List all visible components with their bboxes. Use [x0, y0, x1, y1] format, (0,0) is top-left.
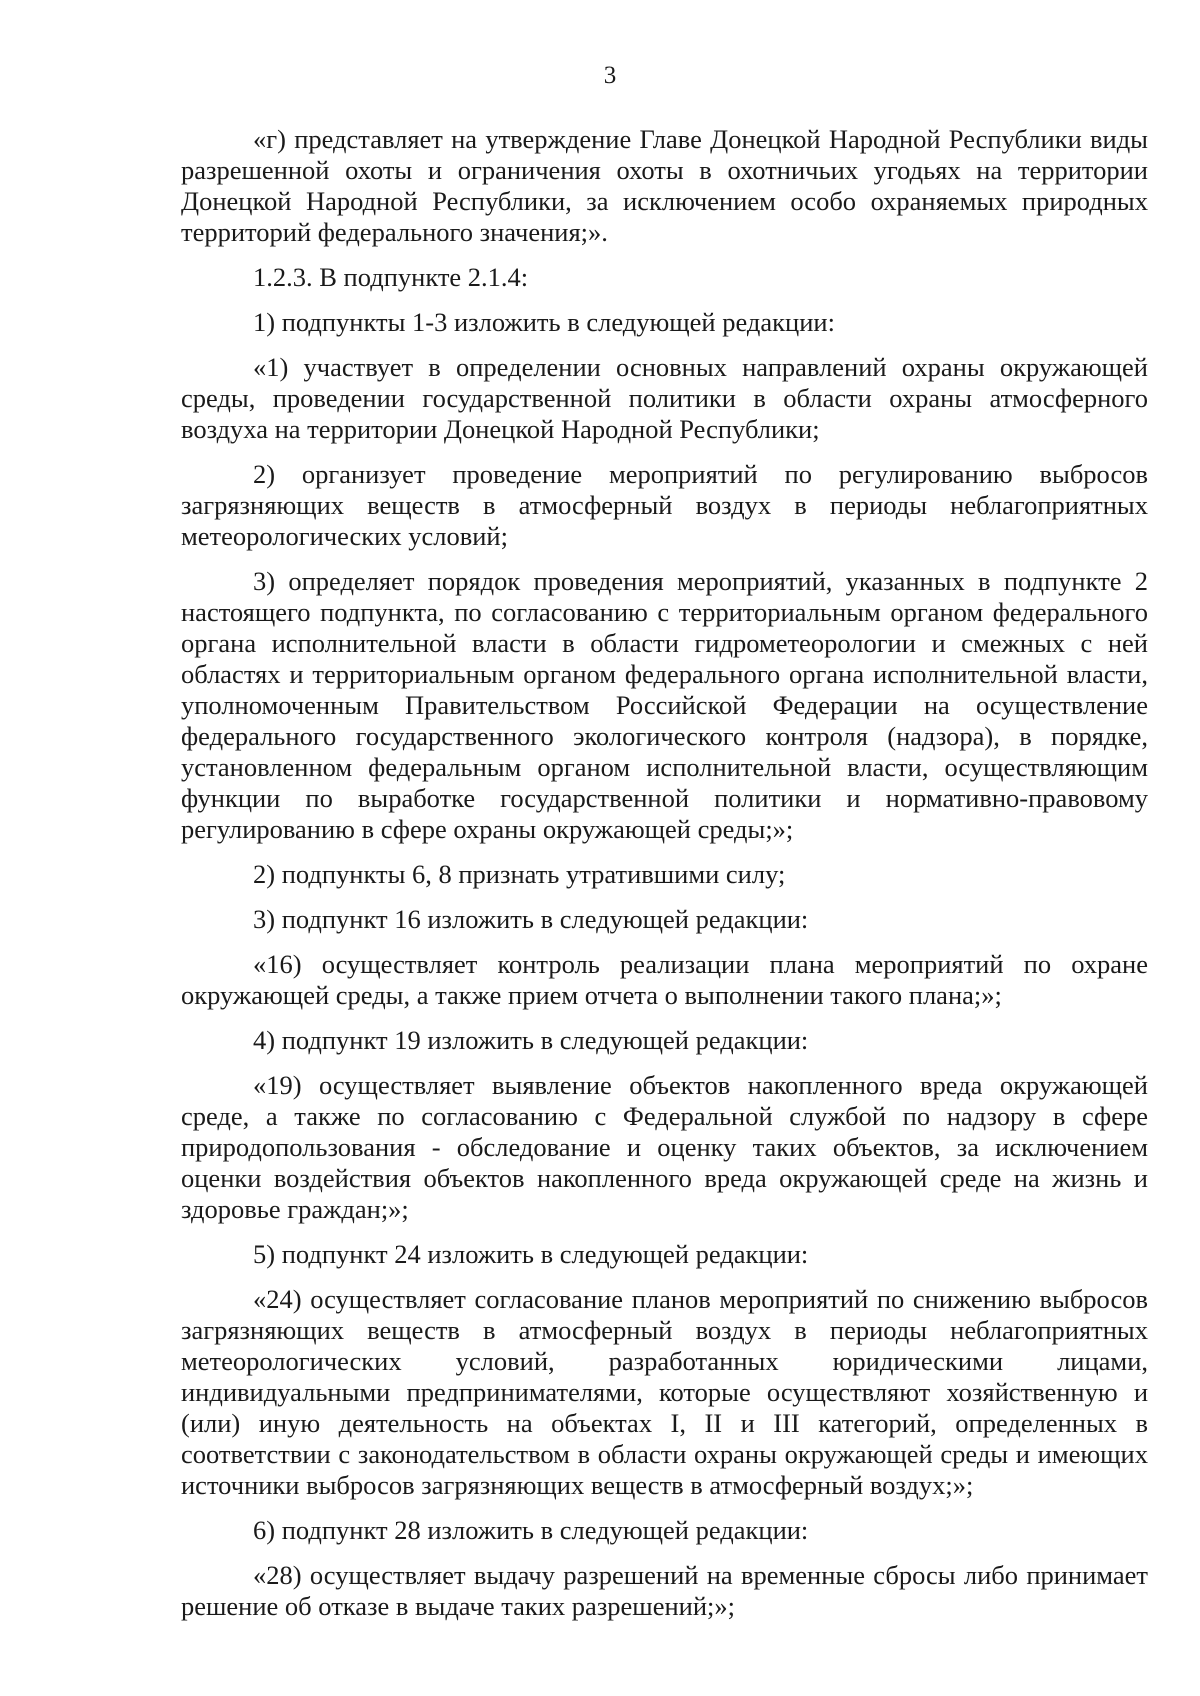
paragraph-item-4: 4) подпункт 19 изложить в следующей редакции: — [253, 1025, 809, 1055]
paragraph-sub-28: «28) осуществляет выдачу разрешений на временные сбросы либо принимает решение об отказе в выдаче таких разрешений;»; — [181, 1560, 1148, 1621]
paragraph-sub-2: 2) организует проведение мероприятий по регулированию выбросов загрязняющих веществ в атмосферный воздух в периоды неблагоприятных метеорологических условий; — [181, 459, 1148, 551]
paragraph-item-2: 2) подпункты 6, 8 признать утратившими силу; — [253, 859, 786, 889]
paragraph-item-6: 6) подпункт 28 изложить в следующей редакции: — [253, 1515, 809, 1545]
paragraph-item-1: 1) подпункты 1-3 изложить в следующей редакции: — [253, 307, 835, 337]
paragraph-sub-3: 3) определяет порядок проведения мероприятий, указанных в подпункте 2 настоящего подпункта, по согласованию с территориальным органом федерального органа исполнительной власти в области гидрометеорологии и смежных с ней областях и территориальным органом федерального органа исполнительной власти, уполномоченным Правительством Российской Федерации на осуществление федерального государственного экологического контроля (надзора), в порядке, установленном федеральным органом исполнительной власти, осуществляющим функции по выработке государственной политики и нормативно-правовому регулированию в сфере охраны окружающей среды;»; — [181, 566, 1148, 844]
paragraph-sub-16: «16) осуществляет контроль реализации плана мероприятий по охране окружающей среды, а также прием отчета о выполнении такого плана;»; — [181, 949, 1148, 1010]
paragraph-sub-24: «24) осуществляет согласование планов мероприятий по снижению выбросов загрязняющих веществ в атмосферный воздух в периоды неблагоприятных метеорологических условий, разработанных юридическими лицами, индивидуальными предпринимателями, которые осуществляют хозяйственную и (или) иную деятельность на объектах I, II и III категорий, определенных в соответствии с законодательством в области охраны окружающей среды и имеющих источники выбросов загрязняющих веществ в атмосферный воздух;»; — [181, 1284, 1148, 1500]
paragraph-g: «г) представляет на утверждение Главе Донецкой Народной Республики виды разрешенной охоты и ограничения охоты в охотничьих угодьях на территории Донецкой Народной Республики, за исключением особо охраняемых природных территорий федерального значения;». — [181, 124, 1148, 247]
paragraph-sub-19: «19) осуществляет выявление объектов накопленного вреда окружающей среде, а также по согласованию с Федеральной службой по надзору в сфере природопользования - обследование и оценку таких объектов, за исключением оценки воздействия объектов накопленного вреда окружающей среде на жизнь и здоровье граждан;»; — [181, 1070, 1148, 1224]
paragraph-1-2-3: 1.2.3. В подпункте 2.1.4: — [253, 262, 529, 292]
document-body — [181, 124, 1148, 1636]
paragraph-item-3: 3) подпункт 16 изложить в следующей редакции: — [253, 904, 809, 934]
paragraph-sub-1: «1) участвует в определении основных направлений охраны окружающей среды, проведении государственной политики в области охраны атмосферного воздуха на территории Донецкой Народной Республики; — [181, 352, 1148, 444]
paragraph-item-5: 5) подпункт 24 изложить в следующей редакции: — [253, 1239, 809, 1269]
page-number: 3 — [603, 62, 617, 89]
